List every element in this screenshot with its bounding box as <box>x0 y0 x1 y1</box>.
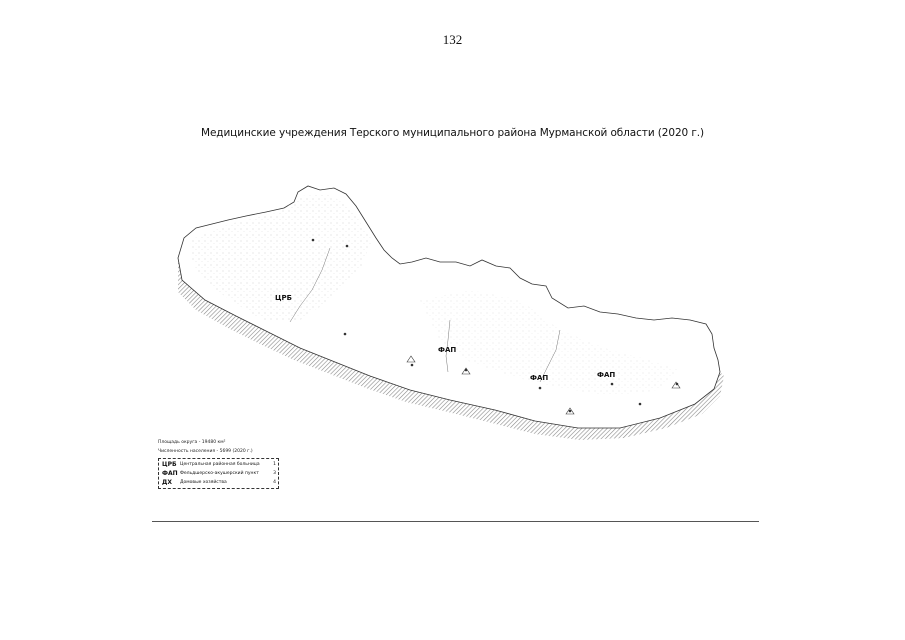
legend-description: Фельдшерско-акушерский пункт <box>180 471 259 476</box>
legend-symbol: ЦРБ <box>162 461 177 468</box>
settlement-dot <box>639 403 642 406</box>
settlement-dot <box>569 410 572 413</box>
facility-marker-fap: ФАП <box>530 374 549 382</box>
facility-marker-fap: ФАП <box>438 346 457 354</box>
page-divider <box>152 521 759 522</box>
page-number: 132 <box>442 32 463 47</box>
legend-population-line: Численность населения - 5699 (2020 г.) <box>158 449 253 454</box>
settlement-dot <box>312 239 315 242</box>
legend-description: Центральная районная больница <box>180 462 260 467</box>
legend-count: 4 <box>273 480 276 485</box>
legend-symbol: ДХ <box>162 479 172 486</box>
legend-symbol: ФАП <box>162 470 178 477</box>
legend-item-fap <box>162 470 276 479</box>
settlement-dot <box>346 245 349 248</box>
facility-marker-crb: ЦРБ <box>275 294 292 302</box>
settlement-dot <box>411 364 414 367</box>
legend-item-crb <box>162 461 276 470</box>
map-title: Медицинские учреждения Терского муниципального района Мурманской области (2020 г.) <box>200 127 704 139</box>
legend-item-dh <box>162 479 276 488</box>
settlement-dot <box>611 383 614 386</box>
legend-area-line: Площадь округа - 19480 км² <box>158 440 226 445</box>
facility-marker-fap: ФАП <box>597 371 616 379</box>
legend-description: Домовые хозяйства <box>180 480 227 485</box>
settlement-dot <box>539 387 542 390</box>
legend-count: 3 <box>273 471 276 476</box>
legend-count: 1 <box>273 462 276 467</box>
settlement-dot <box>344 333 347 336</box>
legend-box <box>158 458 279 489</box>
